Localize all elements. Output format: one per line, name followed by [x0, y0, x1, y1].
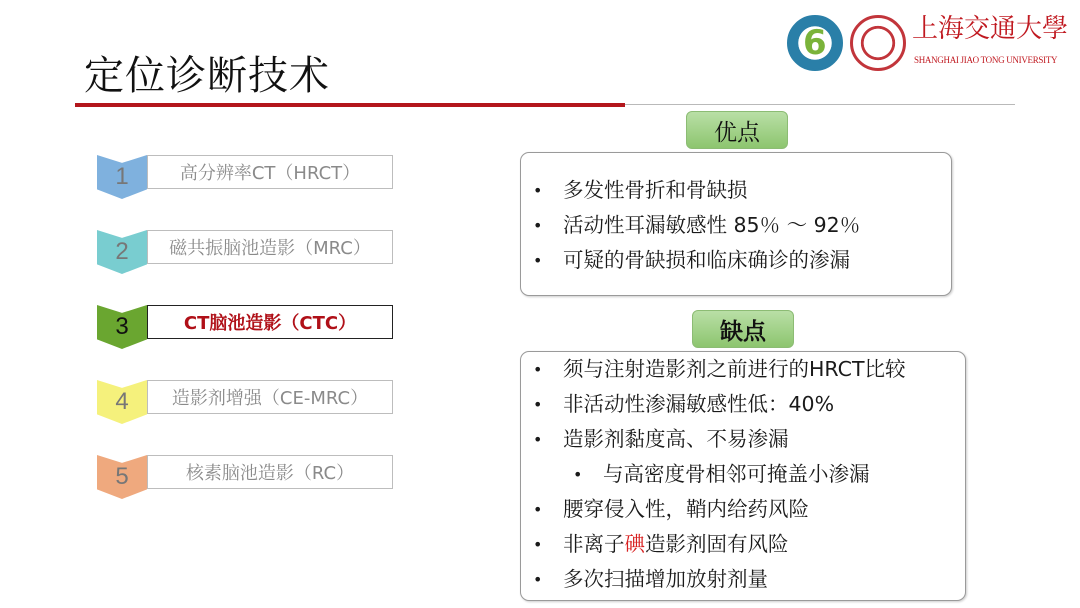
page-title: 定位诊断技术 — [84, 53, 330, 99]
step-item-2[interactable] — [97, 230, 393, 264]
cons-item: • 非活动性渗漏敏感性低：40% — [521, 387, 905, 422]
step-label: 核素脑池造影（RC） — [147, 455, 393, 489]
step-number: 4 — [115, 388, 129, 415]
step-item-5[interactable] — [97, 455, 393, 489]
cons-heading: 缺点 — [692, 310, 794, 348]
step-number: 2 — [115, 238, 129, 265]
step-item-3[interactable] — [97, 305, 393, 339]
step-number: 5 — [115, 463, 129, 490]
cons-item: • 造影剂黏度高、不易渗漏 — [521, 422, 905, 457]
cons-item — [521, 527, 905, 562]
highlight-text: 碘 — [624, 532, 645, 556]
step-label: 磁共振脑池造影（MRC） — [147, 230, 393, 264]
pros-item: • 多发性骨折和骨缺损 — [521, 173, 860, 208]
cons-item: • 腰穿侵入性，鞘内给药风险 — [521, 492, 905, 527]
step-label: CT脑池造影（CTC） — [147, 305, 393, 339]
step-item-4[interactable] — [97, 380, 393, 414]
step-label: 造影剂增强（CE-MRC） — [147, 380, 393, 414]
step-item-1[interactable] — [97, 155, 393, 189]
university-name-cn: 上海交通大學 — [912, 14, 1069, 44]
cons-item: • 须与注射造影剂之前进行的HRCT比较 — [521, 352, 905, 387]
pros-item: • 活动性耳漏敏感性 85％ ～ 92％ — [521, 208, 860, 243]
cons-box — [520, 351, 966, 601]
emblem-number: 6 — [803, 23, 827, 63]
pros-item: • 可疑的骨缺损和临床确诊的渗漏 — [521, 243, 860, 278]
title-underline-gray — [625, 104, 1015, 105]
cons-item: • 多次扫描增加放射剂量 — [521, 562, 905, 597]
cons-item-text: 造影剂固有风险 — [645, 532, 789, 556]
pros-heading: 优点 — [686, 111, 788, 149]
university-name-en: SHANGHAI JIAO TONG UNIVERSITY — [914, 55, 1058, 65]
cons-item: • 与高密度骨相邻可掩盖小渗漏 — [521, 457, 905, 492]
hospital-emblem-logo — [787, 15, 843, 71]
title-underline-red — [75, 103, 625, 107]
pros-box — [520, 152, 952, 296]
university-seal-logo — [850, 15, 906, 71]
step-number: 3 — [115, 313, 129, 340]
cons-item-text: 非离子 — [563, 532, 625, 556]
step-label: 高分辨率CT（HRCT） — [147, 155, 393, 189]
step-number: 1 — [115, 163, 129, 190]
